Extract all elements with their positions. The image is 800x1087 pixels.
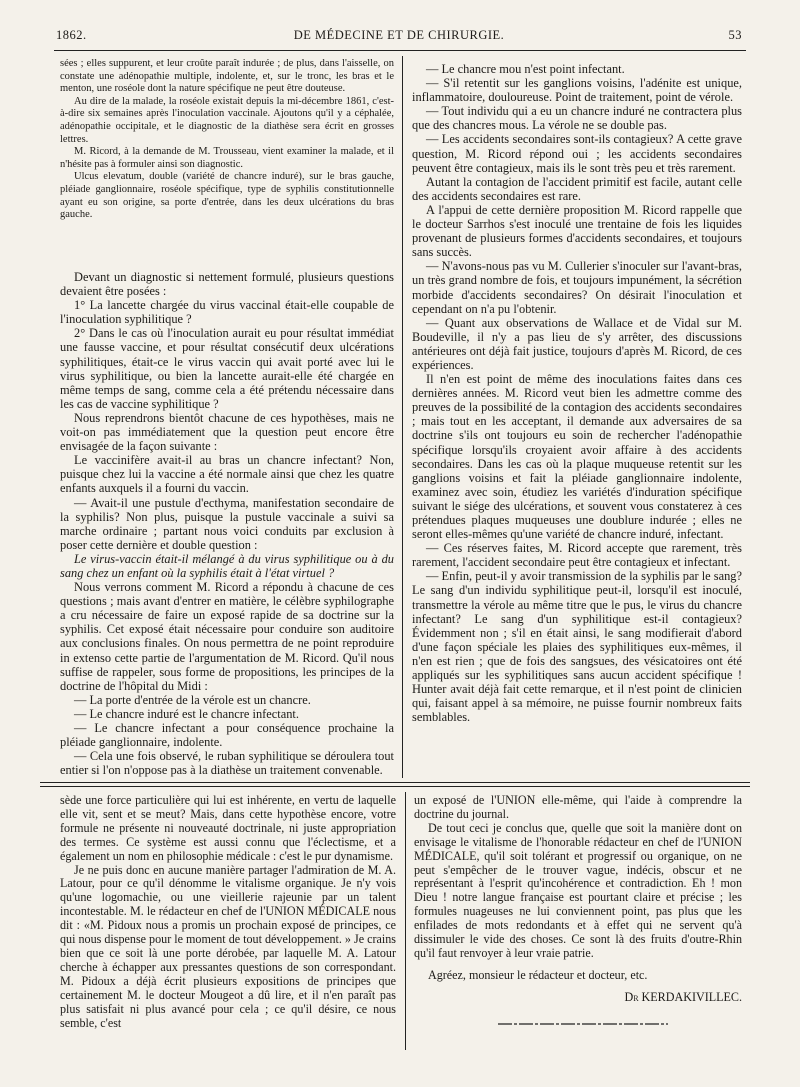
paragraph: De tout ceci je conclus que, quelle que soit la manière dont on envisage le vitalisme de l'honorable rédacteur en chef de l'UNION MÉDICALE, qu'il soit tolérant et progressif ou organique, on ne peut s'empêcher de le trouver vague, indécis, obscur et ne représentant à l'esprit qu'incohérence et contradiction. Eh ! mon Dieu ! notre langue française est pourtant claire et précise ; les formules nuageuses ne lui conviennent point, pas plus que les enfilades de mots redondants et à effet qui ne servent qu'à dissimuler le vide des choses. Ce sont là des fruits d'outre-Rhin qu'il faut renvoyer à leur vraie patrie. (414, 820, 742, 960)
paragraph: sède une force particulière qui lui est inhérente, en vertu de laquelle elle vit, sent et se meut? Mais, dans cette hypothèse encore, votre formule ne présente ni nouveauté doctrinale, ni juste appropriation des termes. Ce système est aussi connu que l'éclectisme, et a également un nom en philosophie médicale : c'est le pur dynamisme. (60, 794, 396, 863)
page-header (56, 28, 742, 48)
left-article-column (60, 270, 394, 780)
feuilleton-left-column (60, 794, 396, 1064)
paragraph: sées ; elles suppurent, et leur croûte paraît indurée ; de plus, dans l'aisselle, on constate une adénopathie multiple, indolente, et, sur le tronc, les bras et le menton, une roséole dont la nature spécifique ne peut être douteuse. (60, 58, 394, 95)
paragraph: — Les accidents secondaires sont-ils contagieux? A cette grave question, M. Ricord répond oui ; les accidents secondaires peuvent être contagieux, mais ils le sont très peu et très rarement. (412, 132, 742, 175)
paragraph: Au dire de la malade, la roséole existait depuis la mi-décembre 1861, c'est-à-dire six semaines après l'inoculation vaccinale. Ajoutons qu'il y a céphalée, adénopathie occipitale, et le diagnostic de la diathèse sera écrit en grosses lettres. (60, 95, 394, 145)
paragraph: — Avait-il une pustule d'ecthyma, manifestation secondaire de la syphilis? Non plus, puisque la pustule vaccinale a suivi sa marche ordinaire ; partant nous voici conduits par exclusion à poser cette dernière et double question : (60, 495, 394, 552)
paragraph: Il n'en est point de même des inoculations faites dans ces dernières années. M. Ricord veut bien les admettre comme des preuves de la possibilité de la contagion des accidents secondaires ; mais tout en les acceptant, il demande aux adversaires de sa doctrine s'ils ont toujours eu soin de rechercher l'adénopathie spécifique lorsqu'ils croyaient avoir affaire à des accidents secondaires. Dans les cas où la plaque muqueuse retentit sur les ganglions voisins et fait la pléiade ganglionnaire indolente, examinez avec soin, étudiez les variétés d'induration spécifique suivant le siége des ulcérations, et souvent vous constaterez à ces prétendues plaques muqueuses une doublure indurée ; elles ne seront elles-mêmes qu'une variété de chancre induré, infectant. (412, 372, 742, 542)
paragraph: A l'appui de cette dernière proposition M. Ricord rappelle que le docteur Sarrhos s'est inoculé une trentaine de fois les liquides provenant de plusieurs formes d'accidents secondaires, et toujours sans succès. (412, 202, 742, 260)
paragraph: 1° La lancette chargée du virus vaccinal était-elle coupable de l'inoculation syphilitique ? (60, 298, 394, 327)
paragraph: — Le chancre infectant a pour conséquence prochaine la pléiade ganglionnaire, indolente. (60, 721, 394, 750)
paragraph: Nous reprendrons bientôt chacune de ces hypothèses, mais ne voit-on pas immédiatement que la question peut encore être envisagée de la façon suivante : (60, 410, 394, 454)
header-year: 1862. (56, 28, 87, 42)
case-report-column (60, 58, 394, 262)
section-rule-lower (40, 786, 750, 787)
column-divider-top (402, 56, 403, 778)
paragraph: un exposé de l'UNION elle-même, qui l'aide à comprendre la doctrine du journal. (414, 794, 742, 821)
closing-flourish (498, 1022, 668, 1026)
paragraph: Agréez, monsieur le rédacteur et docteur, etc. (428, 967, 648, 982)
feuilleton-right-column (414, 794, 742, 1034)
paragraph: Le virus-vaccin était-il mélangé à du virus syphilitique ou à du sang chez un enfant où la syphilis était à l'état virtuel ? (60, 551, 394, 580)
paragraph: — Le chancre mou n'est point infectant. (426, 62, 625, 76)
paragraph: M. Ricord, à la demande de M. Trousseau, vient examiner la malade, et il n'hésite pas à formuler ainsi son diagnostic. (60, 146, 394, 170)
header-title: DE MÉDECINE ET DE CHIRURGIE. (293, 28, 505, 42)
paragraph: Devant un diagnostic si nettement formulé, plusieurs questions devaient être posées : (60, 270, 394, 299)
paragraph: Nous verrons comment M. Ricord a répondu à chacune de ces questions ; mais avant d'entrer en matière, le célèbre syphilographe a cru nécessaire de faire un exposé rapide de sa doctrine sur la syphilis. Cet exposé était nécessaire pour conduire son auditoire aux conclusions finales. On nous permettra de ne point reproduire in extenso cette partie de l'argumentation de M. Ricord. Qu'il nous suffise de rappeler, sous forme de propositions, les principes de la doctrine de l'hôpital du Midi : (60, 580, 394, 693)
paragraph: — Le chancre induré est le chancre infectant. (74, 706, 299, 721)
right-article-column (412, 62, 742, 776)
paragraph: Ulcus elevatum, double (variété de chancre induré), sur le bras gauche, pléiade ganglionnaire, roséole spécifique, type de syphilis constitutionnelle ayant eu son origine, sa porte d'entrée, dans les deux ulcérations du bras gauche. (60, 171, 394, 221)
paragraph: 2° Dans le cas où l'inoculation aurait eu pour résultat immédiat une fausse vaccine, et pour résultat consécutif deux ulcérations syphilitiques, était-ce le virus vaccin qui avait porté avec lui le virus syphilitique, ou bien la lancette aurait-elle été chargée en même temps de sang, comme cela a été prétendu nécessaire dans les cas de vaccine syphilitique ? (60, 326, 394, 411)
paragraph: — Ces réserves faites, M. Ricord accepte que rarement, très rarement, l'accident secondaire peut être contagieux et infectant. (412, 541, 742, 570)
paragraph: — N'avons-nous pas vu M. Cullerier s'inoculer sur l'avant-bras, un très grand nombre de fois, et toujours impunément, la sécrétion morbide d'accidents secondaires? On désirait l'inoculation et cependant on n'a pu l'obtenir. (412, 259, 742, 316)
header-rule (54, 50, 746, 51)
paragraph: — Tout individu qui a eu un chancre induré ne contractera plus que des chancres mous. La vérole ne se double pas. (412, 104, 742, 133)
paragraph: Je ne puis donc en aucune manière partager l'admiration de M. A. Latour, pour ce qu'il dénomme le vitalisme organique. Je n'y vois qu'une logomachie, ou une vieillerie rajeunie par un talent incontestable. M. le rédacteur en chef de l'UNION MÉDICALE nous dit : «M. Pidoux nous a promis un prochain exposé de principes, ce qui nous dispense pour le moment de tout développement. » Je crains bien que ce soit là une porte dérobée, par laquelle M. A. Latour cherche à échapper aux pressantes questions de son correspondant. M. Pidoux a déjà écrit plusieurs expositions de principes que certainement M. le docteur Mougeot a dû lire, et il n'en paraît pas plus satisfait ni plus avancé pour cela ; ce qu'il désire, ce nous semble, c'est (60, 862, 396, 1030)
header-page-number: 53 (728, 28, 742, 42)
paragraph: — S'il retentit sur les ganglions voisins, l'adénite est unique, inflammatoire, douloureuse. Point de traitement, point de vérole. (412, 76, 742, 105)
paragraph: Le vaccinifère avait-il au bras un chancre infectant? Non, puisque chez lui la vaccine a été normale ainsi que chez les quatre enfants auxquels il a fourni du vaccin. (60, 453, 394, 496)
paragraph: — Cela une fois observé, le ruban syphilitique se déroulera tout entier si l'on n'oppose pas à la diathèse un traitement convenable. (60, 749, 394, 778)
paragraph: Autant la contagion de l'accident primitif est facile, autant celle des accidents secondaires est rare. (412, 174, 742, 203)
paragraph: — La porte d'entrée de la vérole est un chancre. (74, 692, 311, 707)
column-divider-bottom (405, 792, 406, 1050)
paragraph: — Quant aux observations de Wallace et de Vidal sur M. Boudeville, il n'y a pas lieu de s'y arrêter, des discussions antérieures ont déjà fait justice, toujours d'après M. Ricord, de ces expériences. (412, 315, 742, 372)
signature: Dr KERDAKIVILLEC. (624, 989, 742, 1004)
section-rule-upper (40, 782, 750, 783)
paragraph: — Enfin, peut-il y avoir transmission de la syphilis par le sang? Le sang d'un individu syphilitique peut-il, lorsqu'il est inoculé, transmettre la vérole au même titre que le pus, le virus du chancre infectant? Le sang d'un syphilitique est-il contagieux? Évidemment non ; s'il en était ainsi, le sang modifierait d'abord d'une façon spéciale les plaies des syphilitiques eux-mêmes, il n'en est rien ; que de fois des sangsues, des vésicatoires ont été appliqués sur les syphilitiques sans aucun accident spécifique ! Hunter avait déjà fait cette remarque, et il n'est point de clinicien qui, faisant appel à sa mémoire, ne puisse fournir nombreux faits semblables. (412, 569, 742, 725)
